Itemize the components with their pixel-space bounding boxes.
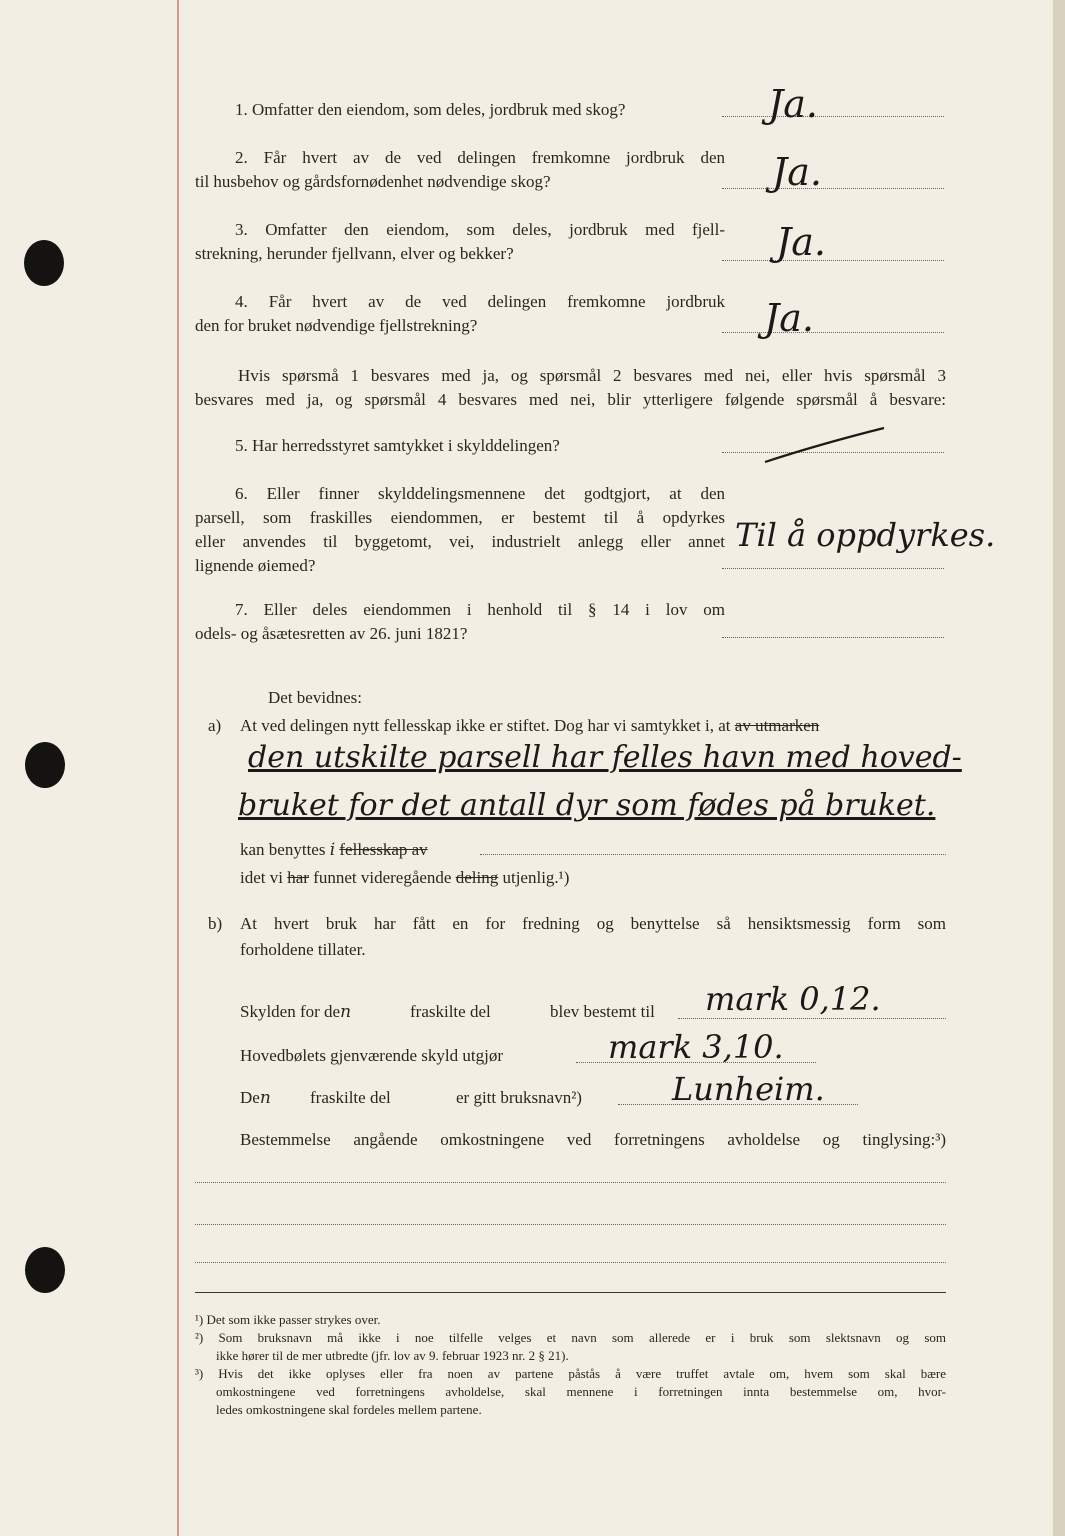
question-5: 5. Har herredsstyret samtykket i skylddelingen? xyxy=(235,436,560,455)
question-7-line-1: 7. Eller deles eiendommen i henhold til § 14 i lov om xyxy=(235,600,725,619)
struck-text: av utmarken xyxy=(734,716,820,735)
answer-line xyxy=(722,332,944,333)
skyld-line-1-c: blev bestemt til xyxy=(550,1002,655,1021)
answer-6: Til å oppdyrkes. xyxy=(735,516,996,554)
skyld-answer-2: mark 3,10. xyxy=(608,1028,784,1066)
answer-3: Ja. xyxy=(776,220,826,264)
idet-text-3: utjenlig.¹) xyxy=(502,868,570,887)
skyld-text: De xyxy=(240,1088,260,1107)
handwritten-line-2: bruket for det antall dyr som fødes på bruket. xyxy=(238,788,936,823)
footnote-3-line-3: ledes omkostningene skal fordeles mellem partene. xyxy=(216,1402,482,1417)
idet-text: idet vi xyxy=(240,868,283,887)
handwritten-n: n xyxy=(259,1088,271,1108)
question-4-line-2: den for bruket nødvendige fjellstrekning? xyxy=(195,316,478,335)
handwritten-line-1: den utskilte parsell har felles havn med hoved- xyxy=(248,740,962,775)
fill-line xyxy=(195,1182,946,1183)
struck-deling: deling xyxy=(455,868,499,887)
answer-line xyxy=(722,637,944,638)
instruction-line-2: besvares med ja, og spørsmål 4 besvares med nei, blir ytterligere følgende spørsmål å besvare: xyxy=(195,390,946,409)
fill-line xyxy=(678,1018,946,1019)
question-7-line-2: odels- og åsætesretten av 26. juni 1821? xyxy=(195,624,468,643)
benyttes-struck: fellesskap av xyxy=(339,840,428,859)
label-b: b) xyxy=(208,914,223,933)
label-a: a) xyxy=(208,716,222,735)
fill-line xyxy=(480,854,946,855)
question-3-line-2: strekning, herunder fjellvann, elver og bekker? xyxy=(195,244,514,263)
question-2-line-2: til husbehov og gårdsfornødenhet nødvendige skog? xyxy=(195,172,551,191)
answer-line xyxy=(722,568,944,569)
skyld-line-3-c: er gitt bruksnavn²) xyxy=(456,1088,582,1107)
footnote-2-line-2: ikke hører til de mer utbredte (jfr. lov av 9. februar 1923 nr. 2 § 21). xyxy=(216,1348,569,1363)
skyld-line-1-b: fraskilte del xyxy=(410,1002,491,1021)
question-4-line-1: 4. Får hvert av de ved delingen fremkomne jordbruk xyxy=(235,292,725,311)
handwritten-i: i xyxy=(329,840,336,860)
idet-text-2: funnet videregående xyxy=(313,868,452,887)
answer-line xyxy=(722,116,944,117)
skyld-line-3-b: fraskilte del xyxy=(310,1088,391,1107)
skyld-line-3 xyxy=(240,1086,271,1110)
skyld-line-2: Hovedbølets gjenværende skyld utgjør xyxy=(240,1046,503,1065)
certify-a-main: At ved delingen nytt fellesskap ikke er stiftet. Dog har vi samtykket i, at xyxy=(240,716,731,735)
margin-rule xyxy=(177,0,179,1536)
question-6-line-4: lignende øiemed? xyxy=(195,556,316,575)
punch-hole xyxy=(24,240,64,286)
struck-har: har xyxy=(287,868,309,887)
question-3-line-1: 3. Omfatter den eiendom, som deles, jordbruk med fjell- xyxy=(235,220,725,239)
dash-mark xyxy=(760,424,890,466)
question-2-line-1: 2. Får hvert av de ved delingen fremkomne jordbruk den xyxy=(235,148,725,167)
answer-line xyxy=(722,260,944,261)
benyttes-text: kan benyttes xyxy=(240,840,326,859)
skyld-answer-1: mark 0,12. xyxy=(705,980,881,1018)
footnote-2-line-1: ²) Som bruksnavn må ikke i noe tilfelle velges et navn som allerede er i bruk som slektsnavn og som xyxy=(195,1330,946,1345)
fill-line xyxy=(195,1224,946,1225)
skyld-text: Skylden for de xyxy=(240,1002,341,1021)
idet-line xyxy=(240,866,569,890)
footnote-3-line-1: ³) Hvis det ikke oplyses eller fra noen av partene påstås å være truffet avtale om, hvem som skal bære xyxy=(195,1366,946,1381)
answer-line xyxy=(722,188,944,189)
answer-2: Ja. xyxy=(772,150,822,194)
answer-4: Ja. xyxy=(764,296,814,340)
handwritten-n: n xyxy=(340,1002,352,1022)
punch-hole xyxy=(25,742,65,788)
skyld-answer-3: Lunheim. xyxy=(672,1070,825,1108)
question-6-line-1: 6. Eller finner skylddelingsmennene det godtgjort, at den xyxy=(235,484,725,503)
answer-1: Ja. xyxy=(768,82,818,126)
question-6-line-3: eller anvendes til byggetomt, vei, industrielt anlegg eller annet xyxy=(195,532,725,551)
fill-line xyxy=(195,1262,946,1263)
benyttes-line xyxy=(240,838,428,862)
question-1: 1. Omfatter den eiendom, som deles, jordbruk med skog? xyxy=(235,100,626,119)
certify-a-text xyxy=(240,714,819,738)
skyld-line-4: Bestemmelse angående omkostningene ved forretningens avholdelse og tinglysing:³) xyxy=(240,1130,946,1149)
instruction-line-1: Hvis spørsmå 1 besvares med ja, og spørsmål 2 besvares med nei, eller hvis spørsmål 3 xyxy=(238,366,946,385)
footnote-3-line-2: omkostningene ved forretningens avholdelse, skal mennene i forretningen innta bestemmelse om, hvor- xyxy=(216,1384,946,1399)
question-6-line-2: parsell, som fraskilles eiendommen, er bestemt til å opdyrkes xyxy=(195,508,725,527)
page-edge xyxy=(1053,0,1065,1536)
skyld-line-1 xyxy=(240,1000,351,1024)
footnote-divider xyxy=(195,1292,946,1293)
punch-hole xyxy=(25,1247,65,1293)
certify-b-line-1: At hvert bruk har fått en for fredning og benyttelse så hensiktsmessig form som xyxy=(240,914,946,933)
certify-b-line-2: forholdene tillater. xyxy=(240,940,366,959)
certify-heading: Det bevidnes: xyxy=(268,688,362,707)
footnote-1: ¹) Det som ikke passer strykes over. xyxy=(195,1312,381,1327)
